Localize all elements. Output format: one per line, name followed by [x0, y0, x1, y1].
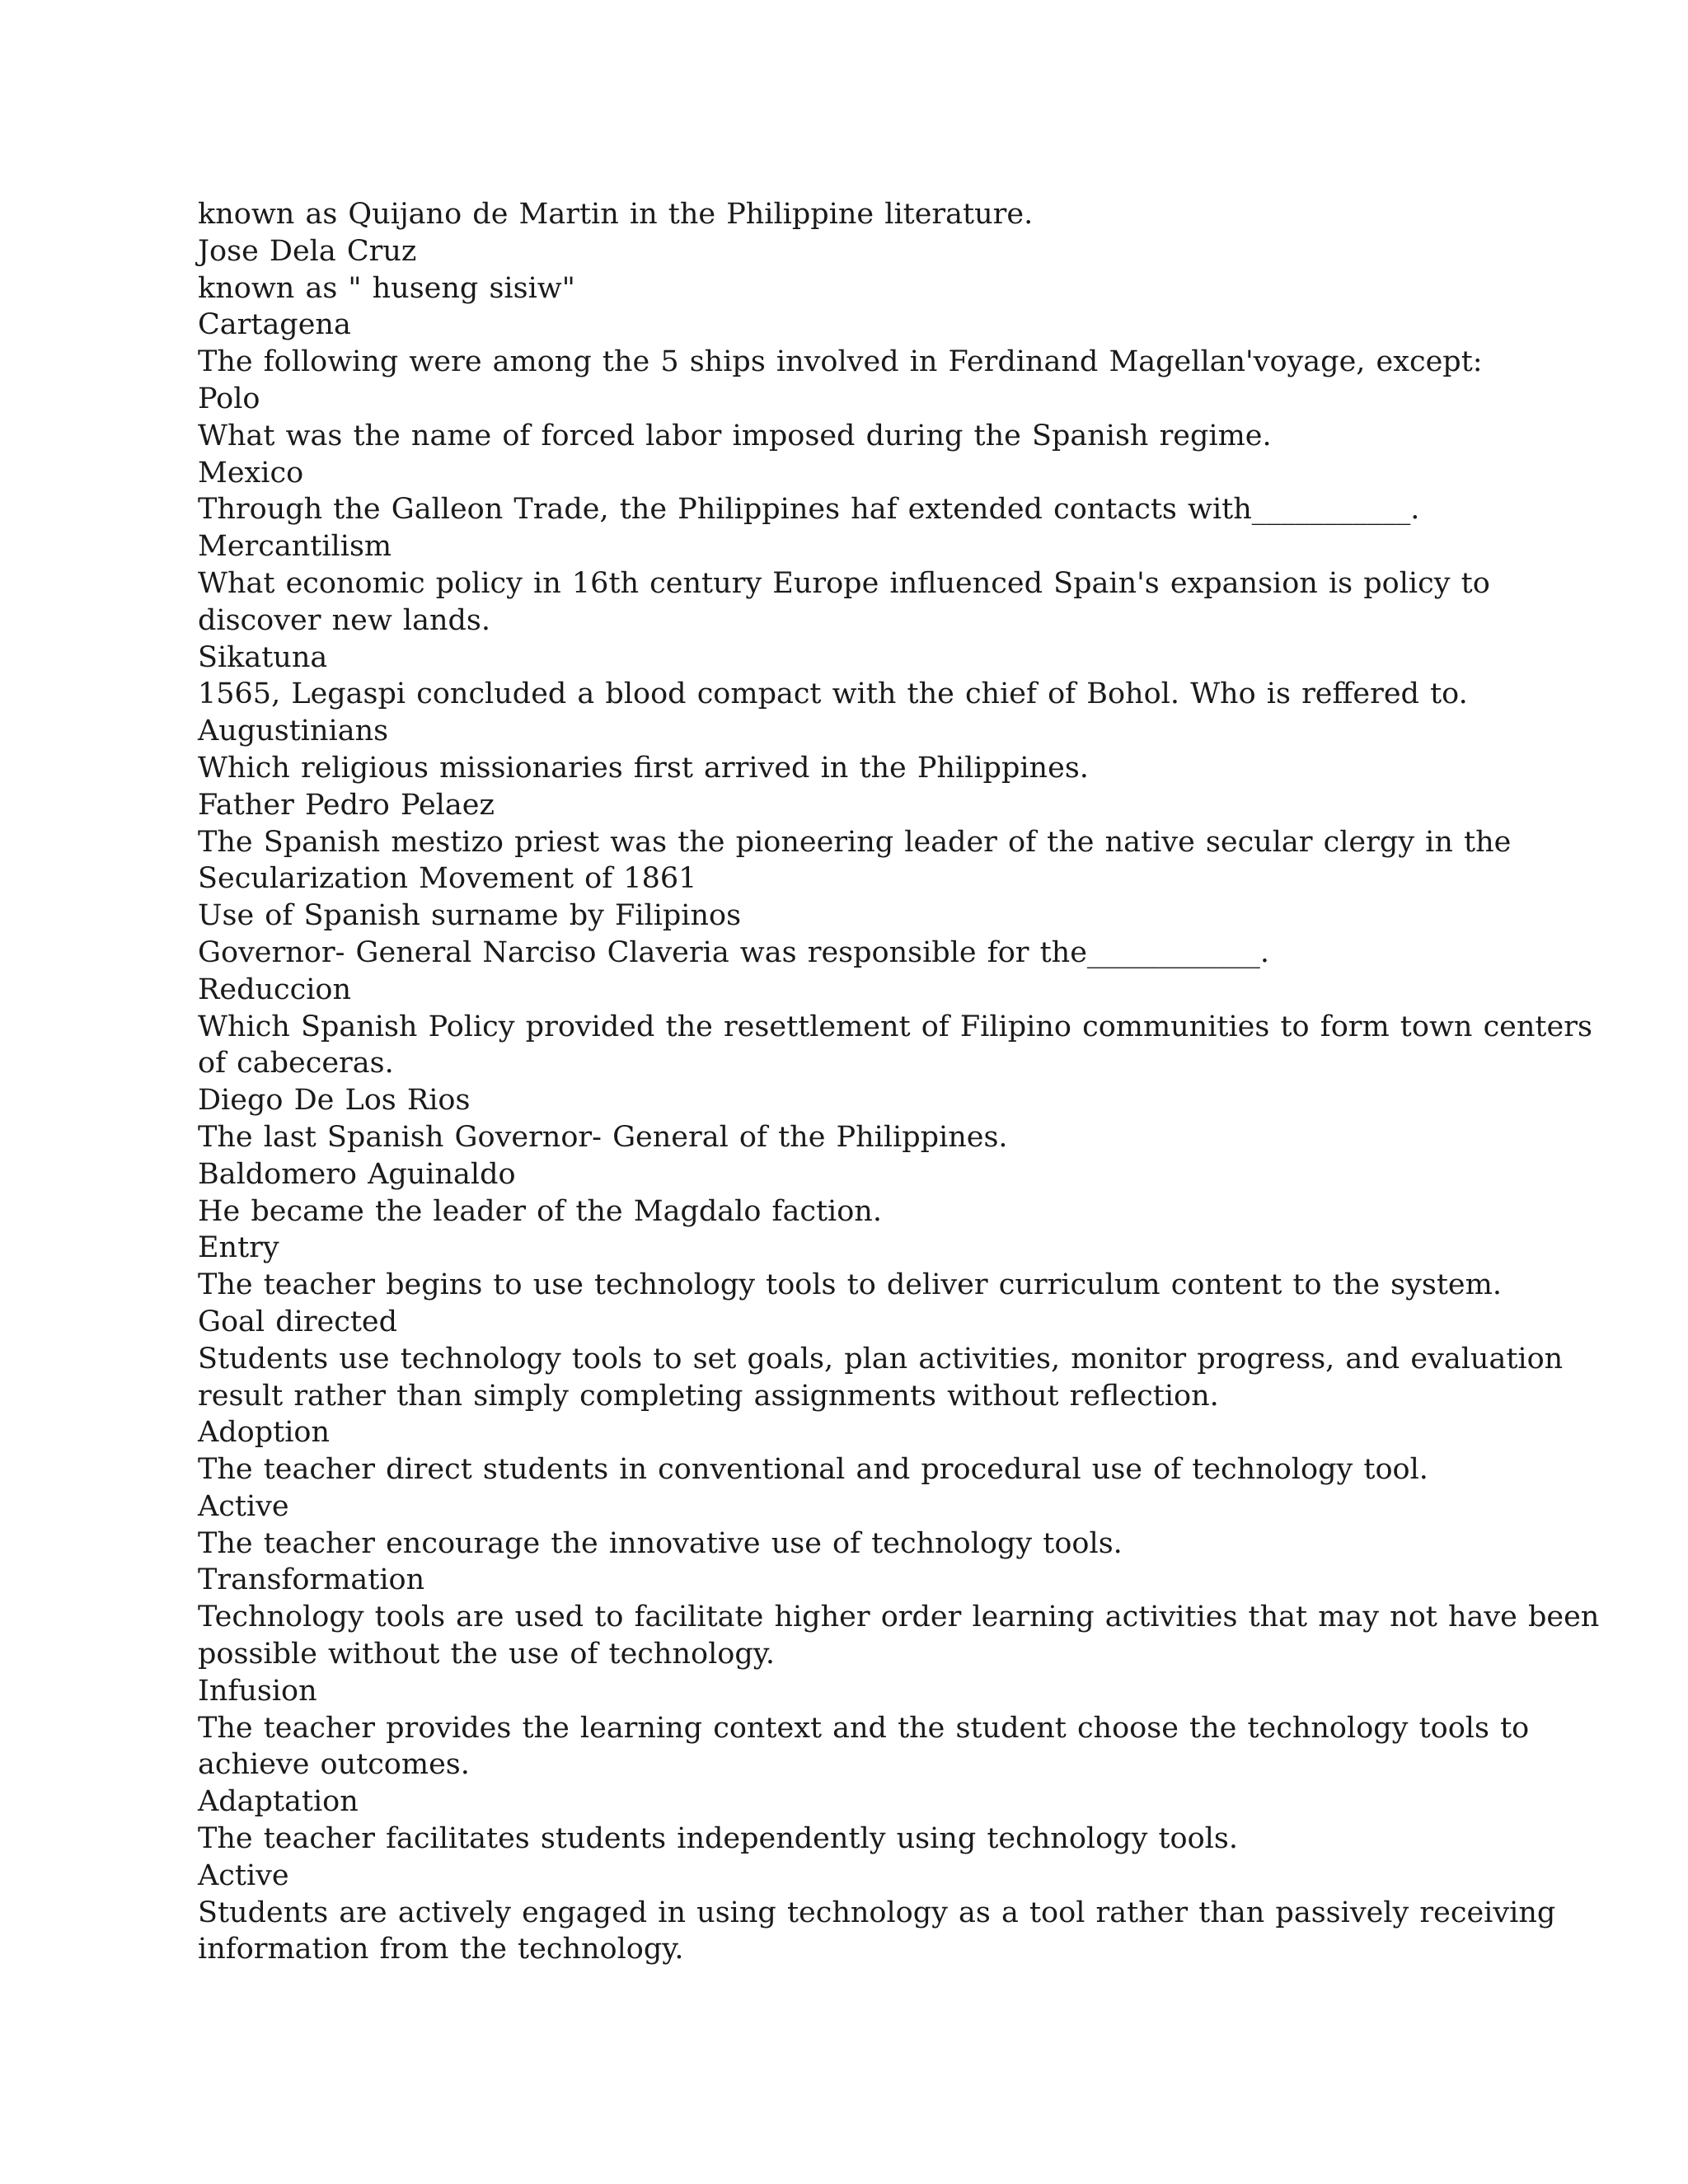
text-line: Diego De Los Rios — [198, 1084, 471, 1118]
text-line: Jose Dela Cruz — [198, 234, 417, 268]
text-line: known as Quijano de Martin in the Philippine literature. — [198, 198, 1034, 231]
text-line: possible without the use of technology. — [198, 1638, 775, 1671]
text-line: Mexico — [198, 456, 304, 490]
text-line: of cabeceras. — [198, 1047, 394, 1080]
text-line: Transformation — [198, 1563, 425, 1597]
text-line: The teacher direct students in conventional and procedural use of technology tool. — [198, 1453, 1428, 1487]
text-line: Active — [198, 1489, 289, 1523]
document-body — [198, 196, 1600, 1968]
text-line: Through the Galleon Trade, the Philippines haf extended contacts with___________. — [198, 493, 1420, 527]
text-line: Mercantilism — [198, 530, 392, 564]
text-line: Which religious missionaries first arrived in the Philippines. — [198, 751, 1089, 785]
text-line: Students use technology tools to set goals, plan activities, monitor progress, and evaluation — [198, 1342, 1564, 1376]
text-line: Secularization Movement of 1861 — [198, 862, 697, 896]
text-line: Infusion — [198, 1674, 317, 1708]
text-line: Augustinians — [198, 715, 389, 748]
text-line: Goal directed — [198, 1305, 398, 1338]
text-line: Use of Spanish surname by Filipinos — [198, 899, 742, 933]
text-line: He became the leader of the Magdalo faction. — [198, 1194, 882, 1228]
text-line: 1565, Legaspi concluded a blood compact with the chief of Bohol. Who is reffered to. — [198, 677, 1468, 711]
text-line: Active — [198, 1858, 289, 1892]
text-line: result rather than simply completing assignments without reflection. — [198, 1379, 1219, 1413]
text-line: The last Spanish Governor- General of the Philippines. — [198, 1120, 1008, 1154]
text-line: What economic policy in 16th century Europe influenced Spain's expansion is policy to — [198, 566, 1490, 600]
text-line: The teacher encourage the innovative use of technology tools. — [198, 1526, 1123, 1560]
text-line: The teacher facilitates students independently using technology tools. — [198, 1822, 1238, 1856]
text-line: known as " huseng sisiw" — [198, 271, 575, 305]
text-line: Entry — [198, 1231, 279, 1265]
text-line: Reduccion — [198, 972, 352, 1006]
text-line: Adaptation — [198, 1785, 359, 1819]
text-line: Which Spanish Policy provided the resettlement of Filipino communities to form town centers — [198, 1010, 1592, 1043]
text-line: The teacher begins to use technology tools to deliver curriculum content to the system. — [198, 1268, 1502, 1302]
text-line: Technology tools are used to facilitate higher order learning activities that may not have been — [198, 1601, 1600, 1634]
text-line: Students are actively engaged in using technology as a tool rather than passively receiving — [198, 1896, 1556, 1929]
text-line: The Spanish mestizo priest was the pioneering leader of the native secular clergy in the — [198, 825, 1512, 859]
text-line: Cartagena — [198, 308, 351, 342]
text-line: The following were among the 5 ships involved in Ferdinand Magellan'voyage, except: — [198, 345, 1483, 379]
text-line: Sikatuna — [198, 640, 328, 674]
text-line: Father Pedro Pelaez — [198, 788, 495, 822]
text-line: Polo — [198, 382, 260, 415]
text-line: information from the technology. — [198, 1933, 684, 1966]
text-line: Baldomero Aguinaldo — [198, 1157, 516, 1191]
text-line: The teacher provides the learning context and the student choose the technology tools to — [198, 1711, 1530, 1745]
text-line: discover new lands. — [198, 603, 491, 637]
text-line: Governor- General Narciso Claveria was responsible for the____________. — [198, 935, 1270, 969]
text-line: Adoption — [198, 1416, 331, 1450]
text-line: achieve outcomes. — [198, 1748, 470, 1782]
text-line: What was the name of forced labor imposed during the Spanish regime. — [198, 419, 1272, 452]
